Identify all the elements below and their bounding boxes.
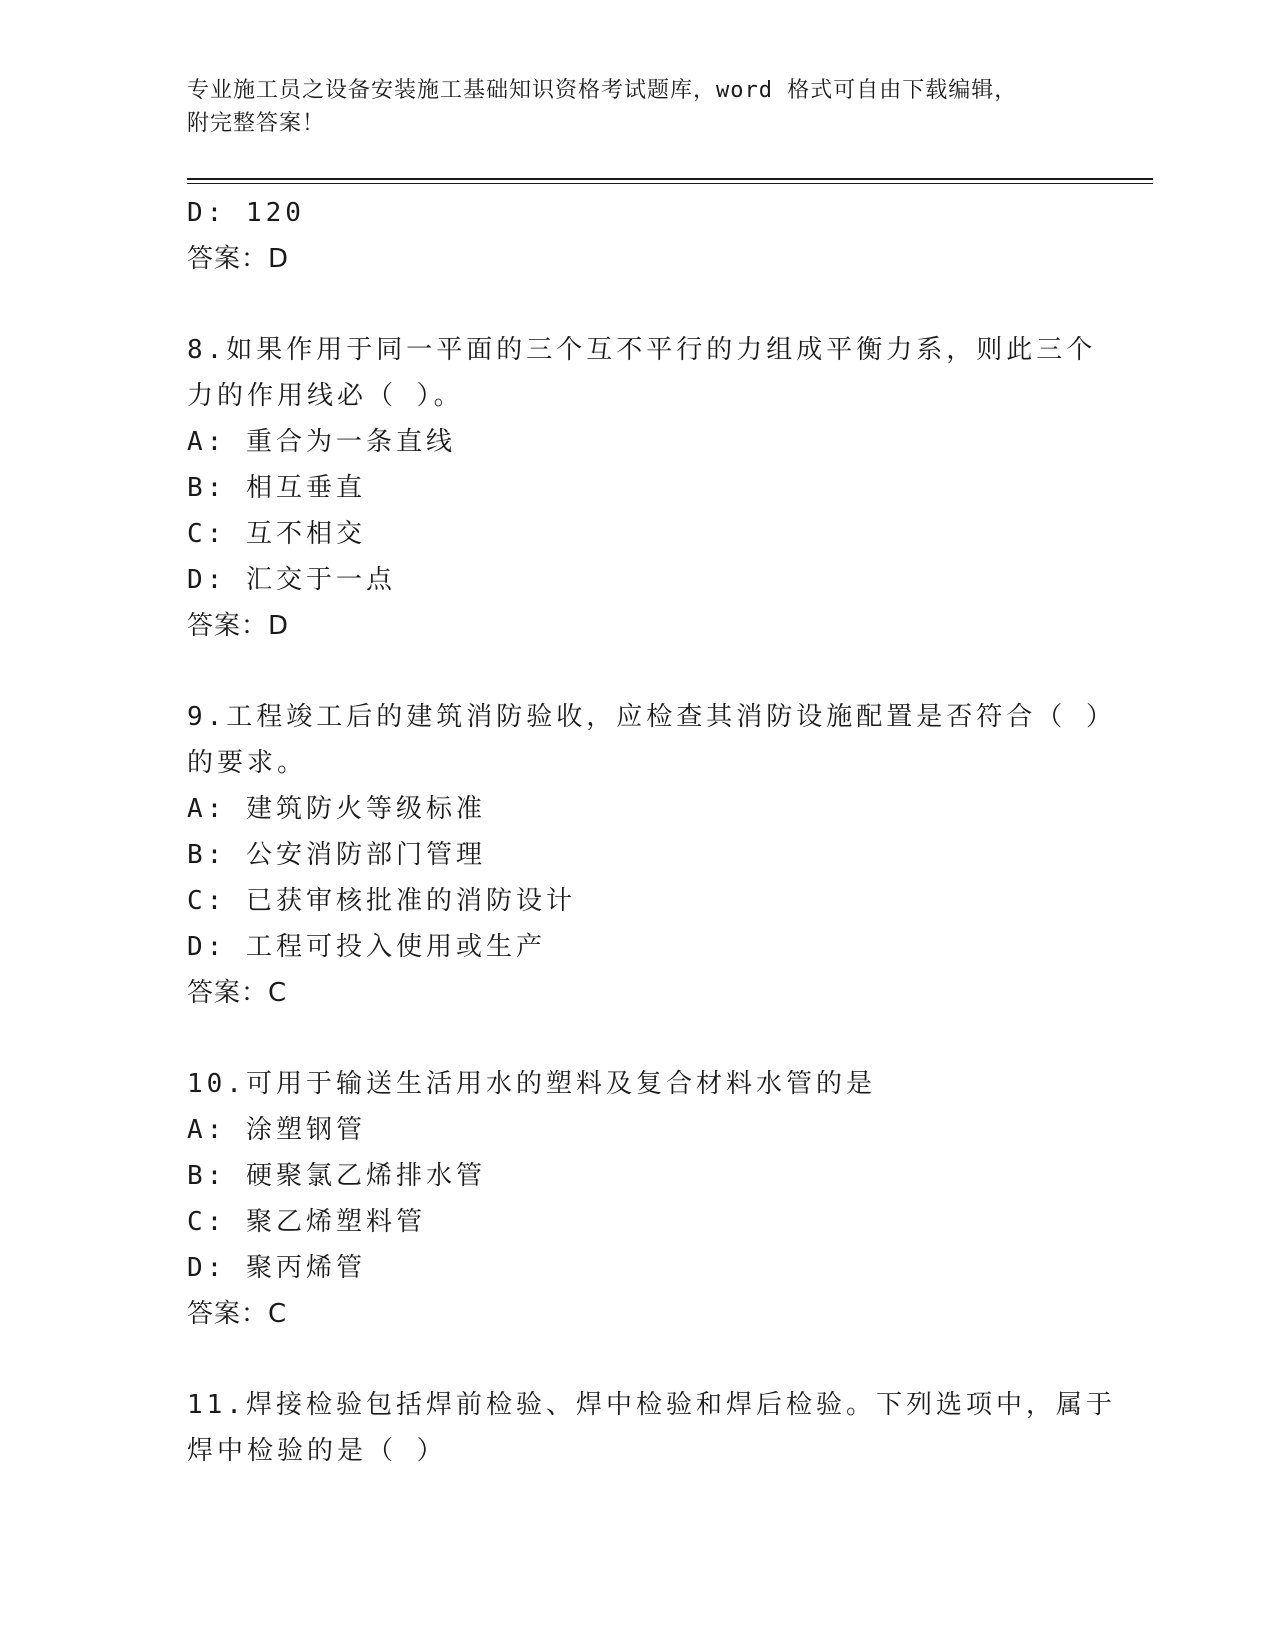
question-stem-continued: 的要求。: [187, 748, 308, 778]
question-8: [187, 327, 1097, 649]
answer: 答案：C: [187, 978, 288, 1008]
option-b: B: 硬聚氯乙烯排水管: [187, 1161, 486, 1191]
option-b: B: 相互垂直: [187, 473, 366, 503]
answer: 答案：D: [187, 611, 290, 641]
question-11: [187, 1382, 1116, 1474]
option-d: D: 工程可投入使用或生产: [187, 932, 546, 962]
question-7-tail: [187, 190, 1087, 282]
option-d: D: 聚丙烯管: [187, 1253, 366, 1283]
option-b: B: 公安消防部门管理: [187, 840, 486, 870]
question-stem: 9.工程竣工后的建筑消防验收，应检查其消防设施配置是否符合（ ）: [187, 702, 1116, 732]
question-stem: 8.如果作用于同一平面的三个互不平行的力组成平衡力系，则此三个: [187, 335, 1097, 365]
header-divider: [187, 178, 1153, 184]
question-stem-continued: 焊中检验的是（ ）: [187, 1436, 447, 1466]
question-stem: 11.焊接检验包括焊前检验、焊中检验和焊后检验。下列选项中，属于: [187, 1390, 1116, 1420]
question-9: [187, 694, 1116, 1016]
question-stem-continued: 力的作用线必（ ）。: [187, 381, 464, 411]
question-10: [187, 1061, 1087, 1337]
option-c: C: 聚乙烯塑料管: [187, 1207, 426, 1237]
option-d: D: 120: [187, 198, 305, 228]
option-d: D: 汇交于一点: [187, 565, 396, 595]
option-a: A: 涂塑钢管: [187, 1115, 366, 1145]
page-header: [187, 74, 1087, 140]
option-a: A: 重合为一条直线: [187, 427, 456, 457]
option-c: C: 已获审核批准的消防设计: [187, 886, 576, 916]
question-list: [187, 190, 1116, 1474]
option-a: A: 建筑防火等级标准: [187, 794, 486, 824]
option-c: C: 互不相交: [187, 519, 366, 549]
header-line-1: 专业施工员之设备安装施工基础知识资格考试题库，word 格式可自由下载编辑，: [187, 78, 1018, 103]
answer: 答案：D: [187, 244, 290, 274]
header-line-2: 附完整答案！: [187, 111, 326, 136]
answer: 答案：C: [187, 1299, 288, 1329]
question-stem: 10.可用于输送生活用水的塑料及复合材料水管的是: [187, 1069, 876, 1099]
